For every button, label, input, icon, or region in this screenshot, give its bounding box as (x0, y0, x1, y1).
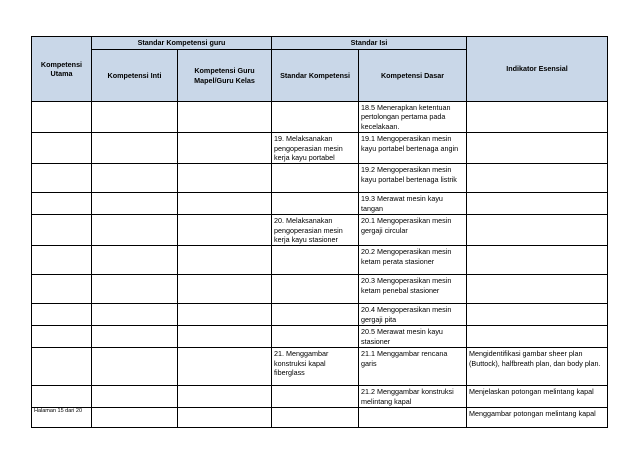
header-standar-isi: Standar Isi (272, 37, 467, 50)
table-row (32, 275, 608, 304)
cell-kompetensi-guru-mapel (178, 326, 272, 348)
cell-kompetensi-dasar: 19.3 Merawat mesin kayu tangan (359, 193, 467, 215)
cell-kompetensi-inti (92, 407, 178, 427)
cell-kompetensi-dasar (359, 407, 467, 427)
table-row (32, 326, 608, 348)
competency-table (31, 36, 608, 428)
header-standar-kompetensi-guru: Standar Kompetensi guru (92, 37, 272, 50)
cell-indikator-esensial: Menjelaskan potongan melintang kapal (467, 386, 608, 408)
cell-standar-kompetensi (272, 304, 359, 326)
cell-kompetensi-dasar: 21.1 Menggambar rencana garis (359, 348, 467, 386)
table-row (32, 164, 608, 193)
cell-kompetensi-utama (32, 275, 92, 304)
header-kompetensi-inti: Kompetensi Inti (92, 50, 178, 102)
table-row (32, 407, 608, 427)
cell-kompetensi-utama (32, 386, 92, 408)
cell-kompetensi-inti (92, 275, 178, 304)
cell-kompetensi-utama (32, 215, 92, 246)
cell-kompetensi-inti (92, 386, 178, 408)
cell-kompetensi-utama (32, 326, 92, 348)
cell-kompetensi-utama (32, 102, 92, 133)
cell-kompetensi-inti (92, 326, 178, 348)
cell-standar-kompetensi (272, 164, 359, 193)
table-row (32, 304, 608, 326)
cell-standar-kompetensi (272, 102, 359, 133)
header-kompetensi-guru-mapel: Kompetensi Guru Mapel/Guru Kelas (178, 50, 272, 102)
cell-standar-kompetensi (272, 193, 359, 215)
table-row (32, 133, 608, 164)
page-footer: Halaman 15 dari 20 (34, 408, 83, 414)
cell-kompetensi-dasar: 20.4 Mengoperasikan mesin gergaji pita (359, 304, 467, 326)
cell-standar-kompetensi (272, 326, 359, 348)
cell-kompetensi-guru-mapel (178, 304, 272, 326)
cell-kompetensi-guru-mapel (178, 407, 272, 427)
table-row (32, 102, 608, 133)
cell-standar-kompetensi (272, 407, 359, 427)
cell-indikator-esensial (467, 193, 608, 215)
cell-kompetensi-inti (92, 348, 178, 386)
table-row (32, 215, 608, 246)
table-row (32, 193, 608, 215)
cell-indikator-esensial (467, 275, 608, 304)
table-row (32, 348, 608, 386)
cell-kompetensi-utama (32, 348, 92, 386)
cell-kompetensi-dasar: 20.2 Mengoperasikan mesin ketam perata stasioner (359, 246, 467, 275)
cell-kompetensi-guru-mapel (178, 215, 272, 246)
cell-kompetensi-utama (32, 133, 92, 164)
cell-indikator-esensial (467, 304, 608, 326)
header-indikator-esensial: Indikator Esensial (467, 37, 608, 102)
cell-standar-kompetensi: 21. Menggambar konstruksi kapal fiberglass (272, 348, 359, 386)
table-row (32, 386, 608, 408)
cell-kompetensi-dasar: 20.5 Merawat mesin kayu stasioner (359, 326, 467, 348)
cell-kompetensi-inti (92, 102, 178, 133)
cell-kompetensi-utama (32, 193, 92, 215)
cell-kompetensi-dasar: 20.1 Mengoperasikan mesin gergaji circular (359, 215, 467, 246)
table-row (32, 246, 608, 275)
cell-kompetensi-guru-mapel (178, 102, 272, 133)
cell-standar-kompetensi (272, 275, 359, 304)
cell-kompetensi-dasar: 19.2 Mengoperasikan mesin kayu portabel bertenaga listrik (359, 164, 467, 193)
cell-kompetensi-guru-mapel (178, 246, 272, 275)
cell-kompetensi-dasar: 21.2 Menggambar konstruksi melintang kapal (359, 386, 467, 408)
cell-indikator-esensial (467, 326, 608, 348)
cell-standar-kompetensi: 20. Melaksanakan pengoperasian mesin kerja kayu stasioner (272, 215, 359, 246)
cell-indikator-esensial (467, 164, 608, 193)
cell-kompetensi-inti (92, 164, 178, 193)
cell-kompetensi-utama (32, 304, 92, 326)
cell-kompetensi-dasar: 19.1 Mengoperasikan mesin kayu portabel bertenaga angin (359, 133, 467, 164)
cell-indikator-esensial (467, 215, 608, 246)
cell-kompetensi-inti (92, 133, 178, 164)
cell-kompetensi-guru-mapel (178, 193, 272, 215)
cell-kompetensi-inti (92, 193, 178, 215)
cell-kompetensi-guru-mapel (178, 348, 272, 386)
cell-kompetensi-inti (92, 215, 178, 246)
cell-kompetensi-guru-mapel (178, 133, 272, 164)
cell-standar-kompetensi (272, 246, 359, 275)
cell-standar-kompetensi: 19. Melaksanakan pengoperasian mesin kerja kayu portabel (272, 133, 359, 164)
header-standar-kompetensi: Standar Kompetensi (272, 50, 359, 102)
cell-kompetensi-utama (32, 246, 92, 275)
cell-indikator-esensial (467, 133, 608, 164)
cell-indikator-esensial: Mengidentifikasi gambar sheer plan (Buttock), halfbreath plan, dan body plan. (467, 348, 608, 386)
cell-kompetensi-utama (32, 164, 92, 193)
cell-indikator-esensial (467, 102, 608, 133)
cell-standar-kompetensi (272, 386, 359, 408)
cell-kompetensi-inti (92, 246, 178, 275)
header-kompetensi-dasar: Kompetensi Dasar (359, 50, 467, 102)
cell-kompetensi-dasar: 18.5 Menerapkan ketentuan pertolongan pertama pada kecelakaan. (359, 102, 467, 133)
cell-indikator-esensial (467, 246, 608, 275)
cell-kompetensi-dasar: 20.3 Mengoperasikan mesin ketam penebal stasioner (359, 275, 467, 304)
cell-kompetensi-guru-mapel (178, 275, 272, 304)
cell-kompetensi-inti (92, 304, 178, 326)
cell-indikator-esensial: Menggambar potongan melintang kapal (467, 407, 608, 427)
header-kompetensi-utama: Kompetensi Utama (32, 37, 92, 102)
cell-kompetensi-guru-mapel (178, 386, 272, 408)
cell-kompetensi-guru-mapel (178, 164, 272, 193)
